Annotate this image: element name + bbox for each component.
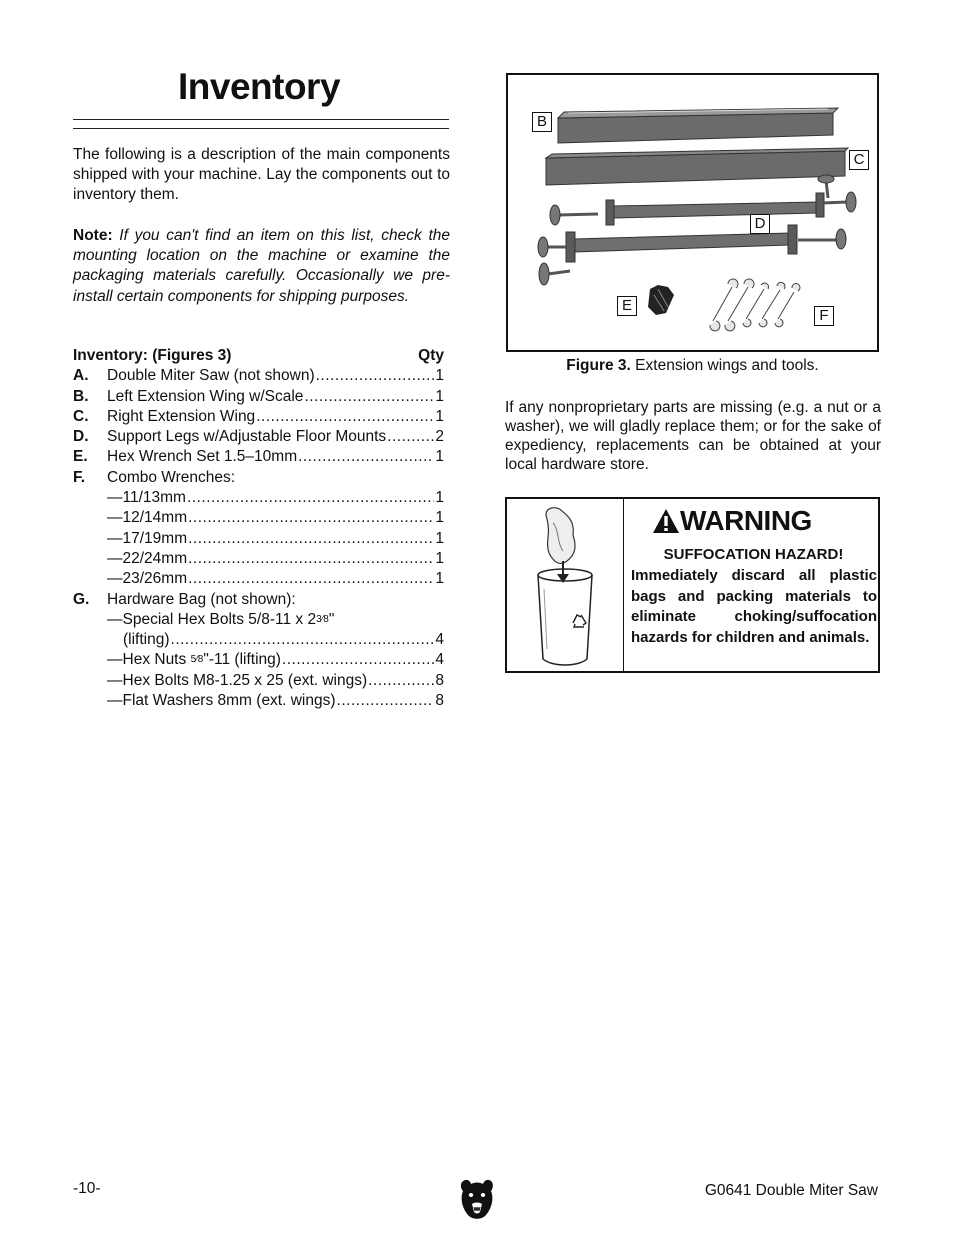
hardware-desc: (lifting) [123, 631, 170, 649]
inventory-item-g [73, 590, 444, 610]
item-desc: Hardware Bag (not shown): [107, 590, 296, 608]
leader-dots [188, 529, 434, 549]
replacement-paragraph: If any nonproprietary parts are missing (e.g. a nut or a washer), we will gladly replace them; or for the sake of expediency, replacements can be obtained at your local hardware store. [505, 399, 881, 473]
inventory-heading-row [73, 346, 444, 366]
item-letter: D. [73, 428, 89, 446]
leader-dots [282, 650, 434, 670]
leader-dots [171, 630, 435, 650]
title-rule-bottom [73, 128, 449, 129]
item-qty: 2 [435, 428, 444, 446]
title-rule-top [73, 119, 449, 120]
wrench-qty: 1 [435, 509, 444, 527]
page-number: -10- [73, 1180, 101, 1197]
warning-triangle-icon [652, 508, 680, 534]
leader-dots [316, 366, 435, 386]
wrench-desc: —17/19mm [107, 529, 188, 547]
leader-dots [337, 691, 435, 711]
hardware-qty: 8 [435, 671, 444, 689]
trash-bin-icon [507, 499, 623, 671]
wrench-qty: 1 [435, 549, 444, 567]
leader-dots [387, 427, 434, 447]
item-letter: A. [73, 367, 89, 385]
inventory-heading: Inventory: (Figures 3) [73, 347, 232, 364]
wrench-qty: 1 [435, 529, 444, 547]
hardware-row-hex-bolts [73, 671, 444, 691]
figure-caption-label: Figure 3. [566, 357, 631, 374]
item-desc: Double Miter Saw (not shown) [107, 367, 315, 385]
leader-dots [256, 407, 434, 427]
leader-dots [188, 508, 434, 528]
hardware-qty: 4 [435, 631, 444, 649]
intro-paragraph: The following is a description of the main components shipped with your machine. Lay the components out to inventory them. [73, 146, 450, 203]
figure-3 [506, 73, 879, 352]
inventory-item-b [73, 387, 444, 407]
hardware-row-special-bolts-cont [73, 630, 444, 650]
wrench-row [73, 569, 444, 589]
inventory-item-a [73, 366, 444, 386]
hardware-qty: 4 [435, 651, 444, 669]
wrench-desc: —11/13mm [107, 489, 186, 507]
page-title: Inventory [178, 66, 341, 107]
figure-label-d: D [750, 214, 770, 234]
leader-dots [188, 569, 434, 589]
item-desc: Support Legs w/Adjustable Floor Mounts [107, 428, 387, 446]
inventory-item-f [73, 468, 444, 488]
item-letter: G. [73, 590, 90, 608]
figure-label-f: F [814, 306, 834, 326]
hex-wrench-set [648, 285, 674, 315]
item-desc: Combo Wrenches: [107, 468, 236, 486]
combo-wrenches [710, 279, 800, 331]
inventory-item-d [73, 427, 444, 447]
hardware-row-special-bolts [73, 610, 444, 630]
inventory-list [73, 346, 444, 711]
wrench-row [73, 549, 444, 569]
bear-logo-icon [458, 1178, 496, 1222]
item-letter: E. [73, 448, 88, 466]
footer-model: G0641 Double Miter Saw [704, 1182, 878, 1199]
item-qty: 1 [435, 367, 444, 385]
item-letter: B. [73, 387, 89, 405]
warning-text: Immediately discard all plastic bags and packing materials to eliminate choking/suffocation hazards for children and animals. [631, 567, 877, 646]
warning-word: WARNING [680, 505, 812, 536]
item-letter: C. [73, 407, 89, 425]
wrench-desc: —22/24mm [107, 549, 188, 567]
qty-heading: Qty [418, 347, 444, 364]
inventory-item-e [73, 447, 444, 467]
note-text: If you can't find an item on this list, check the mounting location on the machine or examine the packaging materials carefully. Occasionally we pre-install certain components for shipping purposes. [73, 227, 450, 305]
item-letter: F. [73, 468, 86, 486]
hardware-desc: —Hex Nuts 5⁄8"-11 (lifting) [107, 651, 281, 669]
wrench-row [73, 508, 444, 528]
warning-box [505, 497, 880, 673]
leader-dots [188, 549, 434, 569]
item-desc: Right Extension Wing [107, 407, 256, 425]
hardware-row-washers [73, 691, 444, 711]
figure-caption-text: Extension wings and tools. [630, 357, 819, 374]
wrench-desc: —12/14mm [107, 509, 188, 527]
leader-dots [187, 488, 434, 508]
hardware-row-hex-nuts [73, 650, 444, 670]
warning-divider [623, 499, 624, 671]
figure-label-e: E [617, 296, 637, 316]
hardware-desc: —Flat Washers 8mm (ext. wings) [107, 692, 336, 710]
fraction: 5⁄8 [190, 654, 204, 666]
wrench-desc: —23/26mm [107, 570, 188, 588]
support-legs [538, 175, 856, 285]
item-qty: 1 [435, 407, 444, 425]
wrench-qty: 1 [435, 489, 444, 507]
hazard-title: SUFFOCATION HAZARD! [663, 546, 844, 563]
leader-dots [368, 671, 434, 691]
leader-dots [304, 387, 434, 407]
item-qty: 1 [435, 448, 444, 466]
item-desc: Left Extension Wing w/Scale [107, 387, 304, 405]
hardware-qty: 8 [435, 692, 444, 710]
figure-label-b: B [532, 112, 552, 132]
right-extension-wing [546, 148, 848, 185]
item-qty: 1 [435, 387, 444, 405]
left-extension-wing [558, 108, 838, 143]
note-label: Note: [73, 227, 113, 244]
figure-label-c: C [849, 150, 869, 170]
wrench-qty: 1 [435, 570, 444, 588]
warning-header [652, 505, 812, 537]
item-desc: Hex Wrench Set 1.5–10mm [107, 448, 298, 466]
wrench-row [73, 529, 444, 549]
inventory-item-c [73, 407, 444, 427]
wrench-row [73, 488, 444, 508]
hardware-desc: —Hex Bolts M8-1.25 x 25 (ext. wings) [107, 671, 368, 689]
fraction: 3⁄8 [316, 613, 329, 625]
leader-dots [298, 447, 434, 467]
hardware-desc: —Special Hex Bolts 5/8-11 x 23⁄8" [107, 610, 335, 628]
figure-caption [506, 357, 879, 375]
note-paragraph [73, 226, 450, 307]
